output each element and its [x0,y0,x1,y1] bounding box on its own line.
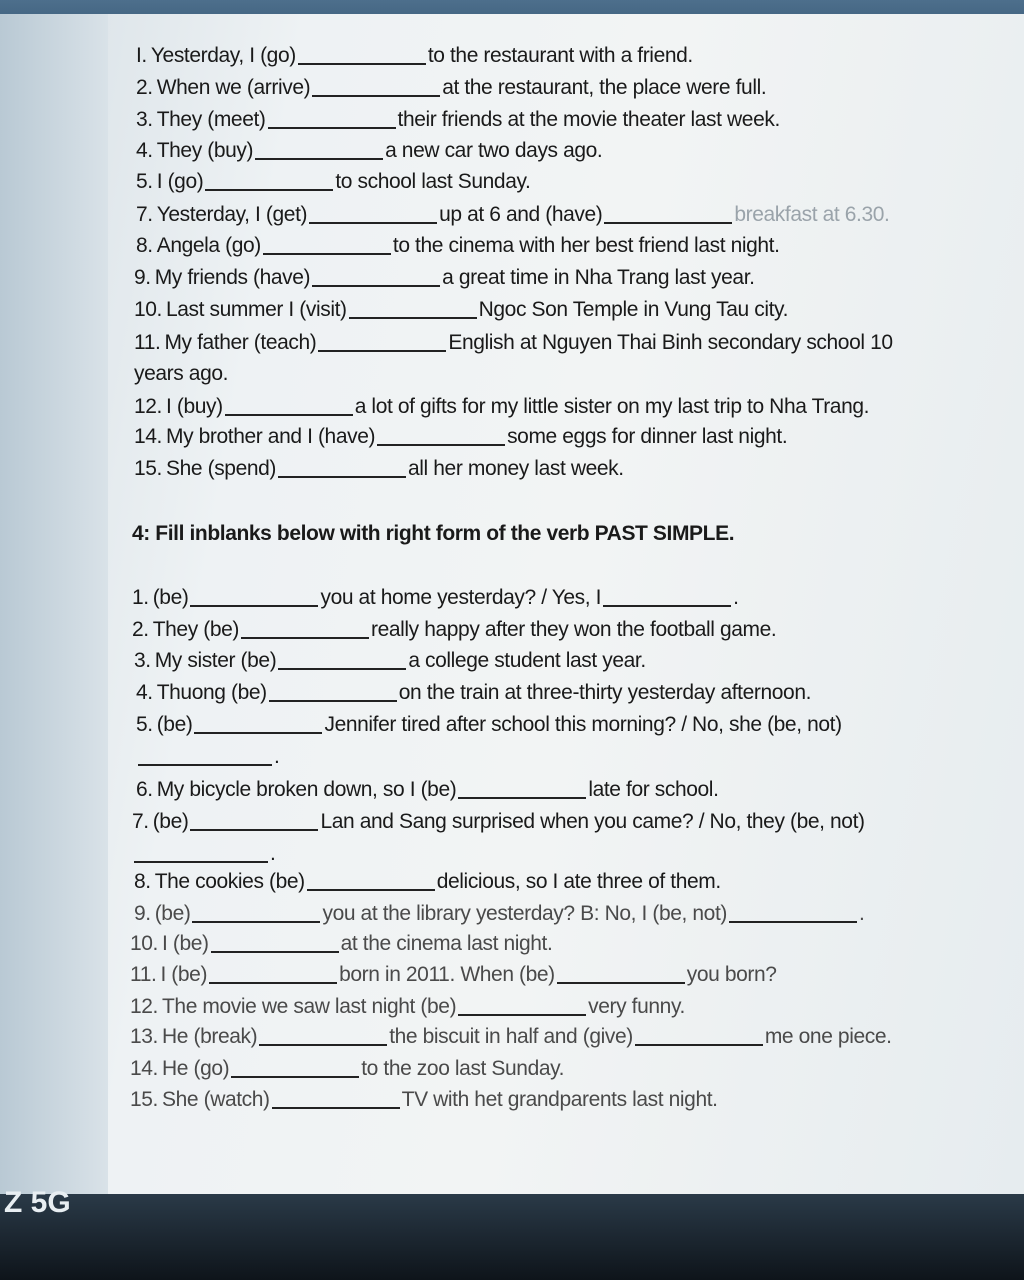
monitor-bezel-bottom [0,1194,1024,1280]
item-prompt: (be) [152,810,189,833]
item-prompt: My bicycle broken down, so I (be) [156,778,457,801]
item-continuation: Lan and Sang surprised when you came? / No, they (be, not) [320,810,865,833]
answer-blank[interactable] [312,95,440,97]
item-continuation: on the train at three-thirty yesterday afternoon. [398,681,812,704]
item-prompt: I (buy) [166,395,223,418]
item-continuation: some eggs for dinner last night. [507,425,788,448]
answer-blank[interactable] [272,1107,400,1109]
answer-blank[interactable] [278,476,406,478]
item-prompt: The movie we saw last night (be) [162,995,457,1018]
answer-blank[interactable] [557,982,685,984]
item-number: 2. [132,618,149,641]
item-number: 5. [136,170,153,193]
exercise-item [130,995,685,1019]
exercise-item [136,713,842,737]
item-number: I. [136,44,147,67]
item-prompt: My friends (have) [154,266,311,289]
item-prompt: He (go) [162,1057,230,1080]
item-number: 3. [136,108,153,131]
item-number: 3. [134,649,151,672]
item-number: 8. [136,234,153,257]
item-continuation: all her money last week. [408,457,624,480]
item-prompt: (be) [152,586,189,609]
answer-blank[interactable] [190,829,318,831]
exercise-item-wrap [132,842,275,866]
item-number: 14. [134,425,162,448]
item-continuation: really happy after they won the football game. [370,618,777,641]
item-prompt: (be) [154,902,191,925]
item-continuation: you at home yesterday? / Yes, I [320,586,602,609]
item-prompt: I (be) [162,932,209,955]
camera-watermark: Z 5G [4,1186,71,1219]
exercise-item-wrap [136,745,279,769]
item-number: 1. [132,586,149,609]
item-number: 7. [132,810,149,833]
item-number: 12. [134,395,162,418]
exercise-item [134,395,869,419]
answer-blank[interactable] [349,317,477,319]
exercise-item [134,649,646,673]
item-ending: breakfast at 6.30. [734,203,890,226]
item-number: 15. [130,1088,158,1111]
exercise-item [134,870,721,894]
item-number: 11. [130,963,157,986]
answer-blank[interactable] [309,222,437,224]
answer-blank[interactable] [603,605,731,607]
exercise-item [130,1088,718,1112]
item-number: 4. [136,681,153,704]
item-wrap-text: . [270,842,276,865]
exercise-item [134,298,788,322]
item-continuation: at the cinema last night. [340,932,553,955]
exercise-item [130,963,777,987]
exercise-item [134,425,787,449]
answer-blank[interactable] [263,253,391,255]
answer-blank[interactable] [269,700,397,702]
item-continuation: up at 6 and (have) [439,203,603,226]
item-prompt: They (be) [152,618,239,641]
item-continuation: Ngoc Son Temple in Vung Tau city. [478,298,789,321]
exercise-item [136,234,780,258]
item-ending: you born? [686,963,777,986]
item-wrap-text: . [274,745,280,768]
item-continuation: TV with het grandparents last night. [401,1088,718,1111]
item-continuation: very funny. [588,995,685,1018]
item-prompt: They (meet) [156,108,266,131]
item-number: 10. [134,298,162,321]
exercise-item [136,681,811,705]
item-number: 2. [136,76,153,99]
item-continuation: a lot of gifts for my little sister on my last trip to Nha Trang. [354,395,870,418]
document-page [0,14,1024,1194]
item-continuation: English at Nguyen Thai Binh secondary school 10 [448,331,893,354]
item-number: 8. [134,870,151,893]
item-continuation: their friends at the movie theater last week. [397,108,780,131]
item-continuation: Jennifer tired after school this morning? / No, she (be, not) [324,713,842,736]
item-prompt: My father (teach) [164,331,317,354]
exercise-item [136,203,889,227]
item-prompt: I (go) [156,170,204,193]
answer-blank[interactable] [278,668,406,670]
exercise-item [136,778,719,802]
answer-blank[interactable] [134,861,268,863]
exercise-item [136,170,530,194]
item-prompt: Yesterday, I (go) [150,44,296,67]
item-continuation: late for school. [588,778,719,801]
item-prompt: He (break) [162,1025,258,1048]
exercise-item [130,1057,564,1081]
answer-blank[interactable] [458,797,586,799]
item-prompt: They (buy) [156,139,254,162]
answer-blank[interactable] [604,222,732,224]
item-number: 4. [136,139,153,162]
item-number: 15. [134,457,162,480]
exercise-item [136,139,602,163]
item-prompt: When we (arrive) [156,76,311,99]
item-continuation: to the restaurant with a friend. [427,44,693,67]
answer-blank[interactable] [318,350,446,352]
answer-blank[interactable] [194,732,322,734]
item-prompt: (be) [156,713,193,736]
answer-blank[interactable] [209,982,337,984]
exercise-item [130,932,552,956]
item-continuation: a college student last year. [408,649,646,672]
item-continuation: a new car two days ago. [385,139,603,162]
item-prompt: Thuong (be) [156,681,267,704]
exercise-item [134,331,893,355]
item-prompt: She (watch) [162,1088,270,1111]
exercise-item [132,586,739,610]
item-number: 14. [130,1057,158,1080]
answer-blank[interactable] [298,63,426,65]
item-prompt: My brother and I (have) [166,425,376,448]
item-number: 9. [134,266,151,289]
item-prompt: She (spend) [166,457,277,480]
item-prompt: Yesterday, I (get) [156,203,308,226]
answer-blank[interactable] [259,1044,387,1046]
answer-blank[interactable] [231,1076,359,1078]
exercise-item-wrap [134,362,228,386]
item-prompt: Angela (go) [156,234,261,257]
answer-blank[interactable] [268,127,396,129]
answer-blank[interactable] [241,637,369,639]
item-wrap-text: years ago. [134,362,229,385]
item-number: 9. [134,902,151,925]
item-prompt: Last summer I (visit) [166,298,347,321]
answer-blank[interactable] [729,921,857,923]
item-continuation: you at the library yesterday? B: No, I (be, not) [322,902,727,925]
item-number: 7. [136,203,153,226]
exercise-item [132,618,776,642]
item-number: 11. [134,331,161,354]
item-number: 12. [130,995,158,1018]
answer-blank[interactable] [192,921,320,923]
exercise-item [130,1025,892,1049]
answer-blank[interactable] [190,605,318,607]
item-number: 5. [136,713,153,736]
exercise-item [134,266,755,290]
answer-blank[interactable] [255,158,383,160]
exercise-item [132,810,865,834]
answer-blank[interactable] [211,951,339,953]
item-number: 6. [136,778,153,801]
exercise-item [136,76,766,100]
item-continuation: to the cinema with her best friend last night. [392,234,780,257]
answer-blank[interactable] [635,1044,763,1046]
item-continuation: the biscuit in half and (give) [389,1025,633,1048]
item-continuation: at the restaurant, the place were full. [442,76,767,99]
item-ending: . [858,902,865,925]
item-prompt: My sister (be) [154,649,277,672]
answer-blank[interactable] [377,444,505,446]
answer-blank[interactable] [225,414,353,416]
item-ending: me one piece. [764,1025,892,1048]
page-left-margin [0,14,108,1194]
item-continuation: to school last Sunday. [335,170,531,193]
item-continuation: delicious, so I ate three of them. [436,870,721,893]
exercise-item [134,457,624,481]
item-number: 13. [130,1025,158,1048]
item-continuation: to the zoo last Sunday. [361,1057,565,1080]
item-number: 10. [130,932,158,955]
exercise-item [136,44,693,68]
item-prompt: I (be) [160,963,208,986]
item-continuation: a great time in Nha Trang last year. [442,266,755,289]
item-prompt: The cookies (be) [154,870,305,893]
answer-blank[interactable] [138,764,272,766]
section-heading: 4: Fill inblanks below with right form of the verb PAST SIMPLE. [132,522,735,545]
item-continuation: born in 2011. When (be) [339,963,555,986]
answer-blank[interactable] [458,1014,586,1016]
answer-blank[interactable] [205,189,333,191]
exercise-item [136,108,780,132]
item-ending: . [733,586,739,609]
answer-blank[interactable] [307,889,435,891]
exercise-item [134,902,864,926]
answer-blank[interactable] [312,285,440,287]
